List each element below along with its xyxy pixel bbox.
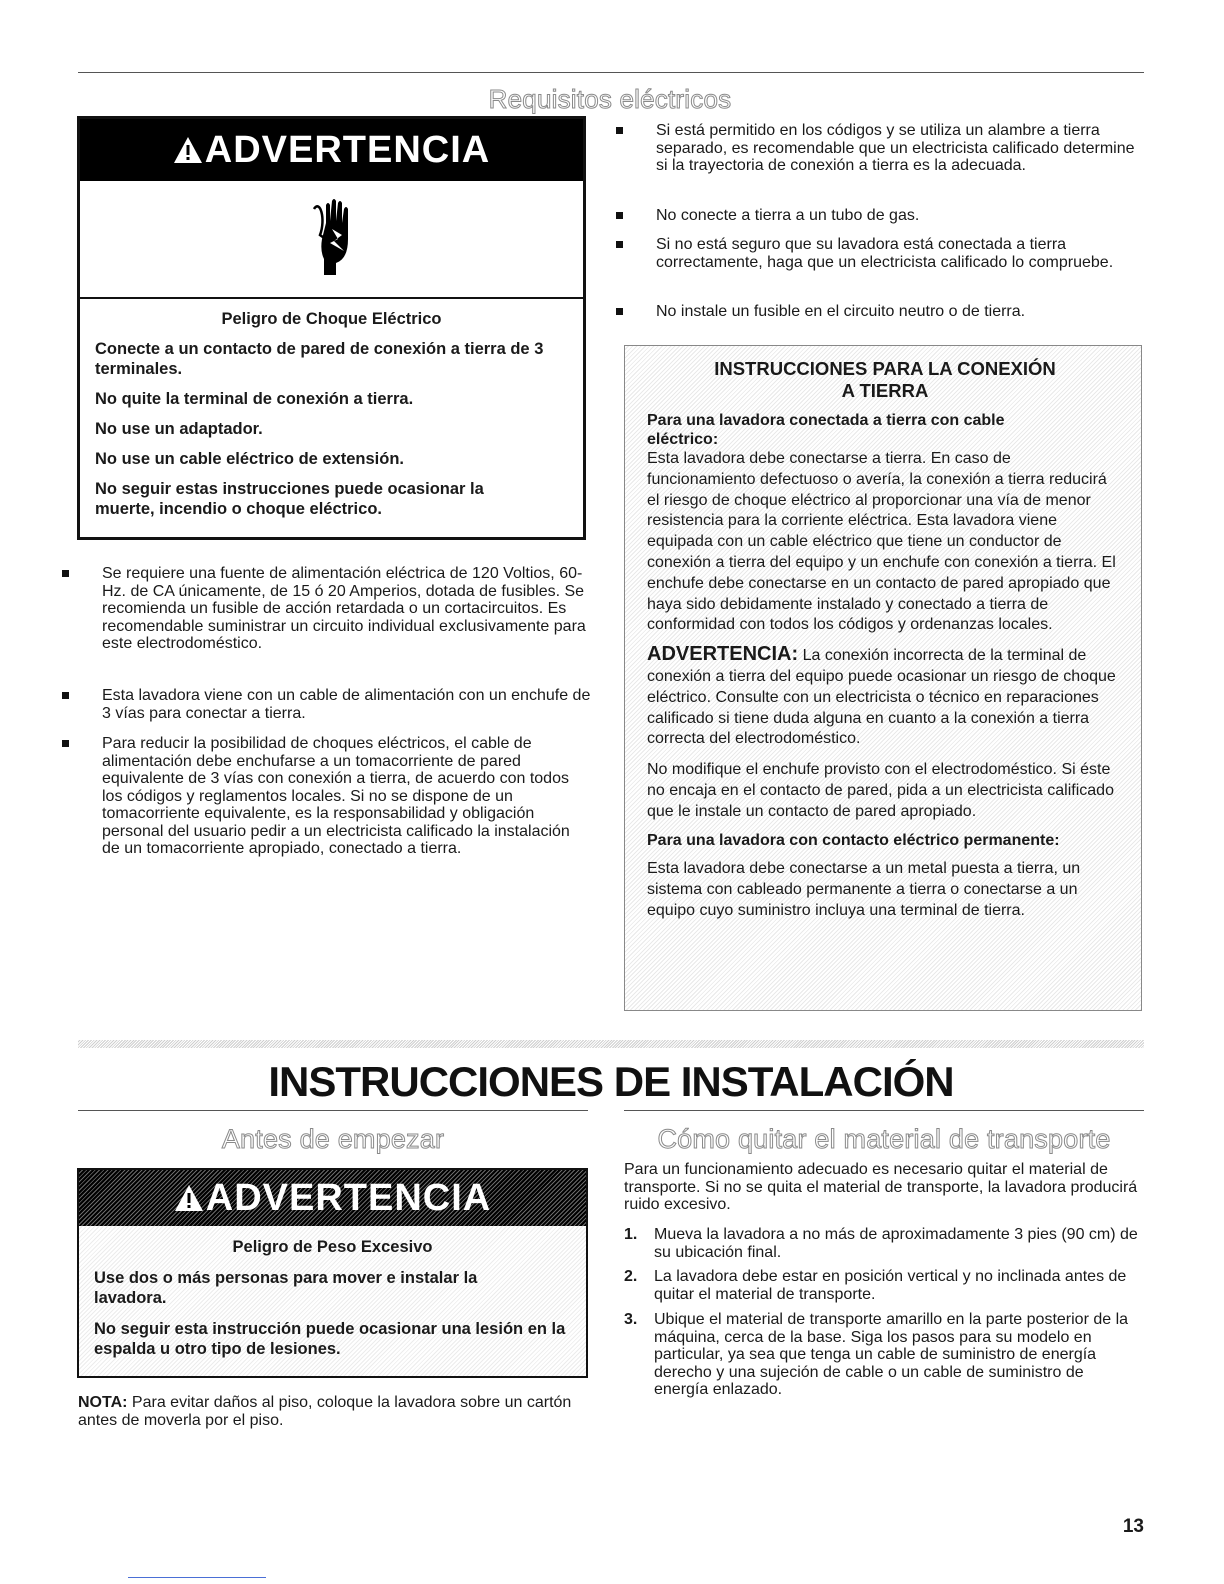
section-heading-before: Antes de empezar [221, 1124, 445, 1154]
grounding-warning [647, 644, 1123, 750]
electric-shock-hand-icon [312, 195, 360, 290]
grounding-title [647, 358, 1123, 402]
bullet-square-icon [616, 241, 623, 248]
bullet-square-icon [616, 127, 623, 134]
page-title: INSTRUCCIONES DE INSTALACIÓN [268, 1058, 954, 1105]
list-item [62, 687, 592, 722]
step-number: 2. [624, 1268, 638, 1285]
left-column-rule [78, 1110, 588, 1111]
list-item [616, 303, 1146, 321]
bullet-text: No conecte a tierra a un tubo de gas. [656, 207, 920, 224]
warning-header [80, 119, 583, 181]
list-item [62, 735, 592, 858]
warning-triangle-icon [174, 1172, 204, 1228]
grounding-paragraph-2: No modifique el enchufe provisto con el electrodoméstico. Si éste no encaja en el contacto de pared, pida a un electricista calificado que le instale un contacto de pared apropiado. [647, 761, 1114, 820]
grounding-title-line-2: A TIERRA [841, 380, 929, 401]
warning-hazard: Peligro de Choque Eléctrico [221, 310, 442, 328]
bottom-blue-rule [128, 1577, 266, 1578]
step-number: 1. [624, 1226, 638, 1243]
warning-line-2: No seguir esta instrucción puede ocasionar una lesión en la espalda u otro tipo de lesiones. [94, 1320, 566, 1358]
list-item [616, 236, 1146, 271]
bullet-square-icon [62, 740, 69, 747]
warning-body [79, 1226, 586, 1376]
warning-triangle-icon [173, 121, 203, 183]
bullet-text: Si no está seguro que su lavadora está conectada a tierra correctamente, haga que un electricista calificado lo compruebe. [656, 236, 1114, 271]
bullet-square-icon [62, 692, 69, 699]
warning-hazard: Peligro de Peso Excesivo [232, 1238, 433, 1256]
warning-title: ADVERTENCIA [205, 1177, 492, 1219]
top-rule [78, 72, 1144, 73]
right-column-rule [624, 1110, 1144, 1111]
section-divider [78, 1040, 1144, 1048]
step-text: Ubique el material de transporte amarillo en la parte posterior de la máquina, cerca de la base. Siga los pasos para su modelo en particular, ya sea que tenga un cable de suministro de energía derecho y una sujeción de cable o un cable de suministro de energía enlazado. [654, 1311, 1129, 1398]
grounding-warning-label: ADVERTENCIA: [647, 643, 799, 666]
section-heading-electrical: Requisitos eléctricos [488, 84, 732, 114]
grounding-title-line-1: INSTRUCCIONES PARA LA CONEXIÓN [714, 358, 1056, 379]
grounding-subheading-corded: Para una lavadora conectada a tierra con cable eléctrico: [647, 412, 1005, 448]
list-item [624, 1311, 1140, 1399]
warning-header [79, 1170, 586, 1226]
warning-line-2: No quite la terminal de conexión a tierra. [95, 390, 414, 408]
grounding-paragraph-3: Esta lavadora debe conectarse a un metal puesta a tierra, un sistema con cableado permanente a tierra o conectarse a un equipo cuyo suministro incluya una terminal de tierra. [647, 860, 1081, 919]
warning-line-5: No seguir estas instrucciones puede ocasionar la muerte, incendio o choque eléctrico. [95, 480, 484, 518]
bullet-square-icon [62, 570, 69, 577]
bullet-text: No instale un fusible en el circuito neutro o de tierra. [656, 303, 1026, 320]
grounding-subheading-permanent: Para una lavadora con contacto eléctrico permanente: [647, 831, 1060, 849]
warning-title: ADVERTENCIA [204, 129, 491, 171]
step-text: Mueva la lavadora a no más de aproximadamente 3 pies (90 cm) de su ubicación final. [654, 1226, 1138, 1261]
warning-line-1: Conecte a un contacto de pared de conexión a tierra de 3 terminales. [95, 340, 544, 378]
list-item [616, 207, 1146, 225]
bullet-square-icon [616, 308, 623, 315]
note-text: Para evitar daños al piso, coloque la lavadora sobre un cartón antes de moverla por el piso. [78, 1394, 572, 1429]
warning-body [80, 299, 583, 519]
note [78, 1394, 583, 1430]
transport-intro: Para un funcionamiento adecuado es necesario quitar el material de transporte. Si no se quita el material de transporte, la lavadora producirá ruido excesivo. [624, 1161, 1138, 1213]
list-item [624, 1226, 1140, 1261]
shock-hazard-illustration [80, 181, 583, 299]
bullet-text: Para reducir la posibilidad de choques eléctricos, el cable de alimentación debe enchufarse a un tomacorriente de pared equivalente de 3 vías con conexión a tierra, de acuerdo con todos los códigos y reglamentos locales. Si no se dispone de un tomacorriente equivalente, es la responsabilidad y obligación personal del usuario pedir a un electricista calificado la instalación de un tomacorriente apropiado, conectado a tierra. [102, 735, 570, 857]
warning-line-1: Use dos o más personas para mover e instalar la lavadora. [94, 1269, 478, 1307]
list-item [624, 1268, 1140, 1303]
note-label: NOTA: [78, 1394, 128, 1411]
grounding-instructions-box [624, 345, 1142, 1011]
warning-box-weight [77, 1168, 588, 1378]
list-item [62, 565, 592, 653]
list-item [616, 122, 1146, 175]
grounding-warning-text: La conexión incorrecta de la terminal de conexión a tierra del equipo puede ocasionar un riesgo de choque eléctrico. Consulte con un electricista o técnico en reparaciones calificado si tiene duda alguna en cuanto a la conexión a tierra correcta del electrodoméstico. [647, 647, 1116, 748]
warning-line-3: No use un adaptador. [95, 420, 263, 438]
page-number: 13 [1122, 1516, 1144, 1537]
bullet-text: Esta lavadora viene con un cable de alimentación con un enchufe de 3 vías para conectar a tierra. [102, 687, 591, 722]
step-number: 3. [624, 1311, 638, 1328]
warning-line-4: No use un cable eléctrico de extensión. [95, 450, 405, 468]
bullet-square-icon [616, 212, 623, 219]
warning-box-electrical [77, 116, 586, 540]
bullet-text: Si está permitido en los códigos y se utiliza un alambre a tierra separado, es recomendable que un electricista calificado determine si la trayectoria de conexión a tierra es la adecuada. [656, 122, 1135, 174]
section-heading-transport: Cómo quitar el material de transporte [657, 1124, 1111, 1154]
grounding-paragraph-1: Esta lavadora debe conectarse a tierra. En caso de funcionamiento defectuoso o avería, la conexión a tierra reducirá el riesgo de choque eléctrico al proporcionar una vía de menor resistencia para la corriente eléctrica. Esta lavadora viene equipada con un cable eléctrico que tiene un conductor de conexión a tierra del equipo y un enchufe con conexión a tierra. El enchufe debe conectarse en un contacto de pared apropiado que haya sido debidamente instalado y conectado a tierra de conformidad con todos los códigos y ordenanzas locales. [647, 450, 1116, 634]
step-text: La lavadora debe estar en posición vertical y no inclinada antes de quitar el material de transporte. [654, 1268, 1127, 1303]
bullet-text: Se requiere una fuente de alimentación eléctrica de 120 Voltios, 60-Hz. de CA únicamente, de 15 ó 20 Amperios, dotada de fusibles. Se recomienda un fusible de acción retardada o un cortacircuitos. Es recomendable suministrar un circuito individual exclusivamente para este electrodoméstico. [102, 565, 586, 652]
